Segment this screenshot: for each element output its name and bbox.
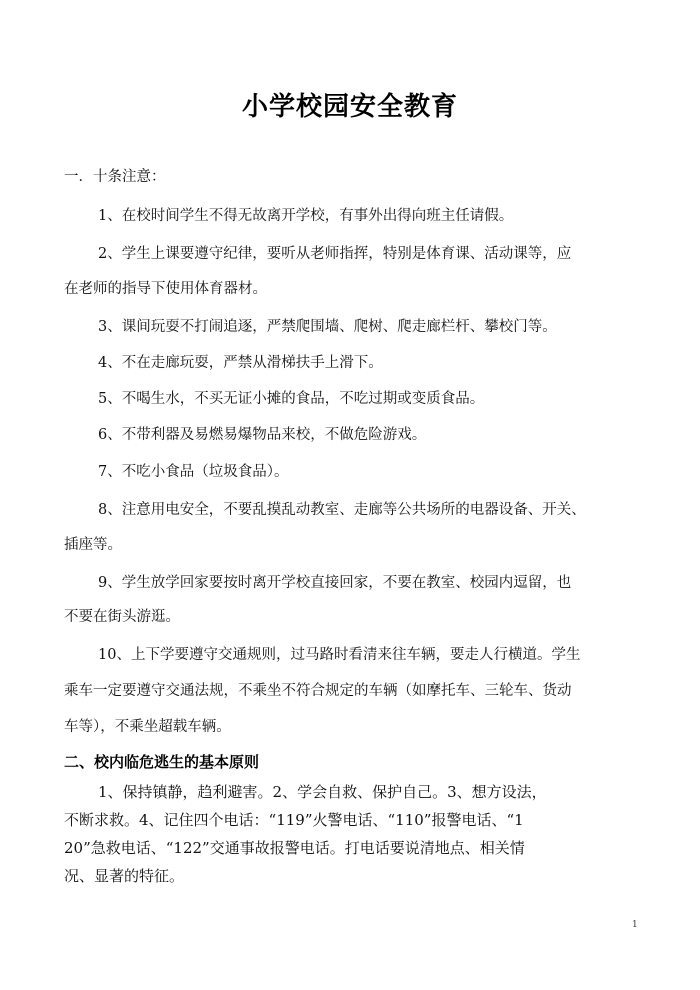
rule-line: 5、不喝生水，不买无证小摊的食品，不吃过期或变质食品。 bbox=[98, 391, 485, 407]
rule-line: 6、不带利器及易燃易爆物品来校，不做危险游戏。 bbox=[98, 427, 427, 443]
principle-line: 1、保持镇静，趋利避害。2、学会自救、保护自己。3、想方设法， bbox=[98, 783, 547, 801]
principle-line: 况、显著的特征。 bbox=[64, 867, 185, 885]
principle-line: 不断求救。4、记住四个电话：“119”火警电话、“110”报警电话、“1 bbox=[64, 811, 524, 829]
rule-line: 插座等。 bbox=[64, 537, 122, 553]
rule-line: 9、学生放学回家要按时离开学校直接回家，不要在教室、校园内逗留，也 bbox=[98, 575, 572, 591]
principle-line: 20”急救电话、“122”交通事故报警电话。打电话要说清地点、相关情 bbox=[64, 839, 525, 857]
rule-line: 车等），不乘坐超载车辆。 bbox=[64, 719, 231, 735]
rule-line: 7、不吃小食品（垃圾食品）。 bbox=[98, 464, 289, 480]
rule-line: 10、上下学要遵守交通规则，过马路时看清来往车辆，要走人行横道。学生 bbox=[98, 647, 581, 663]
page-number: 1 bbox=[632, 920, 638, 930]
rule-line: 1、在校时间学生不得无故离开学校，有事外出得向班主任请假。 bbox=[98, 208, 514, 224]
rule-line: 3、课间玩耍不打闹追逐，严禁爬围墙、爬树、爬走廊栏杆、攀校门等。 bbox=[98, 319, 557, 335]
document-title: 小学校园安全教育 bbox=[241, 92, 458, 122]
rule-line: 不要在街头游逛。 bbox=[64, 609, 180, 625]
section1-heading: 一．十条注意： bbox=[64, 169, 166, 185]
rule-line: 在老师的指导下使用体育器材。 bbox=[64, 281, 267, 297]
rule-line: 8、注意用电安全，不要乱摸乱动教室、走廊等公共场所的电器设备、开关、 bbox=[98, 502, 586, 518]
rule-line: 乘车一定要遵守交通法规，不乘坐不符合规定的车辆（如摩托车、三轮车、货动 bbox=[64, 683, 572, 699]
rule-line: 2、学生上课要遵守纪律，要听从老师指挥，特别是体育课、活动课等，应 bbox=[98, 246, 572, 262]
section2-heading: 二、校内临危逃生的基本原则 bbox=[64, 753, 260, 771]
rule-line: 4、不在走廊玩耍，严禁从滑梯扶手上滑下。 bbox=[98, 355, 383, 371]
